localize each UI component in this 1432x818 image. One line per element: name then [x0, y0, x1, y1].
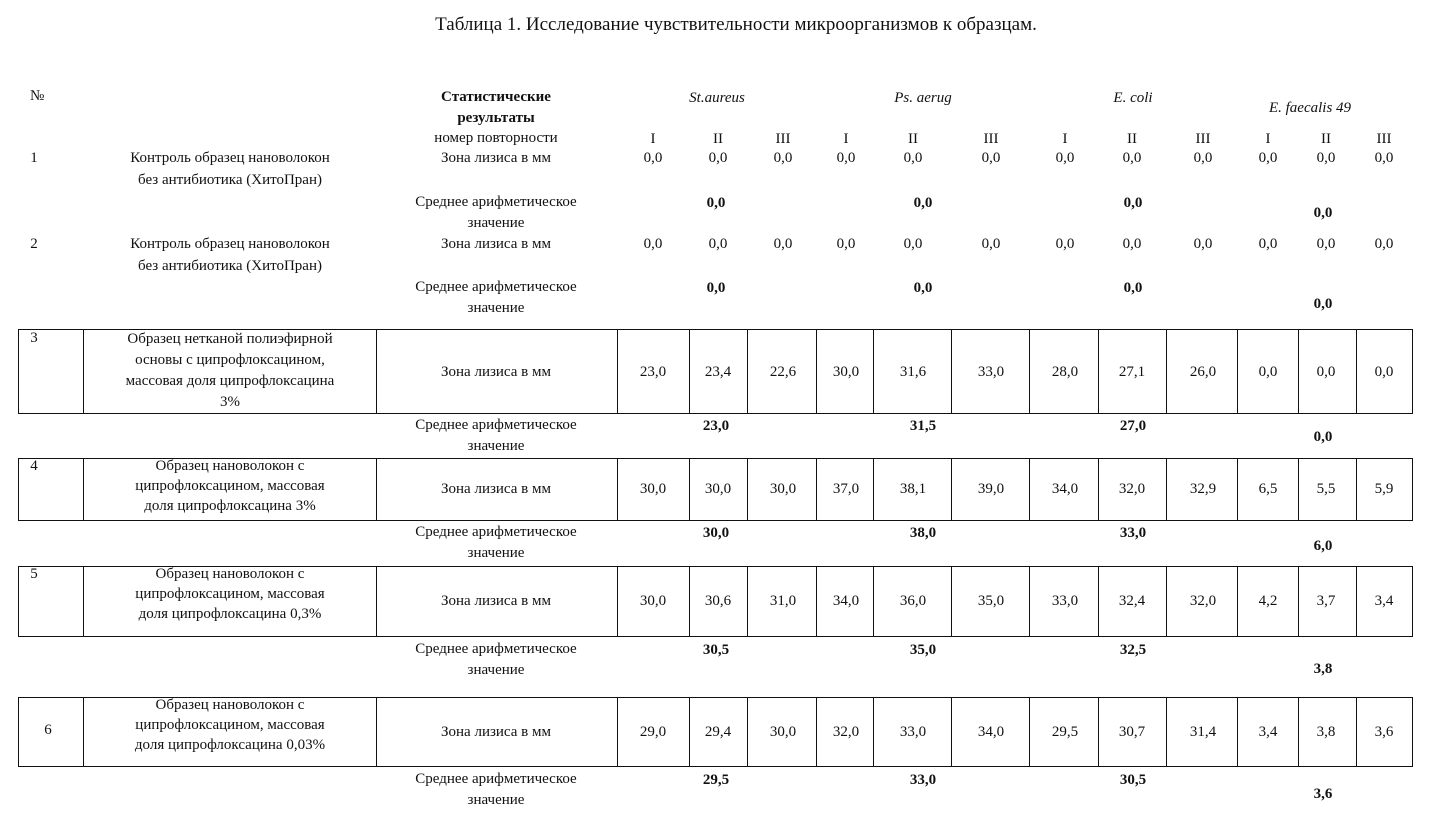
zone-value: 3,8: [1317, 724, 1336, 741]
zone-value: 0,0: [1123, 236, 1142, 253]
cell-divider: [1237, 566, 1238, 637]
cell-divider: [951, 566, 952, 637]
header-stat-line1: Статистические: [441, 89, 551, 106]
sample-name-line: ципрофлоксацином, массовая: [135, 478, 324, 495]
cell-divider: [747, 697, 748, 767]
zone-value: 0,0: [774, 236, 793, 253]
cell-divider: [1166, 697, 1167, 767]
zone-value: 32,0: [1190, 593, 1216, 610]
cell-divider: [816, 566, 817, 637]
zone-value: 29,4: [705, 724, 731, 741]
mean-value: 30,5: [703, 642, 729, 659]
header-replicate: номер повторности: [434, 130, 557, 147]
cell-divider: [376, 697, 377, 767]
zone-label: Зона лизиса в мм: [441, 593, 551, 610]
table-title: Таблица 1. Исследование чувствительности микроорганизмов к образцам.: [435, 16, 1037, 33]
zone-value: 27,1: [1119, 364, 1145, 381]
zone-value: 3,4: [1259, 724, 1278, 741]
zone-value: 0,0: [982, 236, 1001, 253]
row-number: 3: [30, 330, 38, 347]
zone-value: 0,0: [1317, 150, 1336, 167]
cell-divider: [1356, 697, 1357, 767]
zone-value: 31,4: [1190, 724, 1216, 741]
zone-value: 0,0: [1375, 150, 1394, 167]
zone-value: 30,0: [770, 481, 796, 498]
zone-value: 32,0: [833, 724, 859, 741]
zone-value: 39,0: [978, 481, 1004, 498]
mean-value: 3,6: [1314, 786, 1333, 803]
organism-header: E. faecalis 49: [1269, 100, 1351, 117]
zone-value: 32,4: [1119, 593, 1145, 610]
cell-divider: [689, 697, 690, 767]
cell-divider: [617, 697, 618, 767]
zone-value: 0,0: [1375, 236, 1394, 253]
cell-divider: [1298, 697, 1299, 767]
cell-divider: [689, 329, 690, 414]
cell-divider: [816, 329, 817, 414]
sample-name-line: Контроль образец нановолокон: [130, 150, 330, 167]
mean-label-line2: значение: [468, 215, 525, 232]
zone-value: 0,0: [1259, 364, 1278, 381]
zone-value: 0,0: [1259, 150, 1278, 167]
cell-divider: [1098, 329, 1099, 414]
mean-value: 0,0: [707, 280, 726, 297]
zone-value: 0,0: [709, 236, 728, 253]
cell-divider: [747, 329, 748, 414]
mean-label-line2: значение: [468, 300, 525, 317]
zone-value: 30,0: [833, 364, 859, 381]
mean-label-line1: Среднее арифметическое: [415, 524, 576, 541]
cell-divider: [1166, 458, 1167, 521]
mean-value: 0,0: [1314, 205, 1333, 222]
zone-value: 36,0: [900, 593, 926, 610]
mean-value: 23,0: [703, 418, 729, 435]
mean-value: 32,5: [1120, 642, 1146, 659]
zone-value: 34,0: [1052, 481, 1078, 498]
sample-name-line: Образец нановолокон с: [156, 566, 305, 583]
mean-value: 0,0: [1124, 195, 1143, 212]
mean-label-line2: значение: [468, 792, 525, 809]
replicate-header: I: [651, 131, 656, 148]
cell-divider: [376, 329, 377, 414]
sample-name-line: доля ципрофлоксацина 0,03%: [135, 737, 325, 754]
sample-name-line: Образец нановолокон с: [156, 697, 305, 714]
zone-value: 30,0: [640, 481, 666, 498]
mean-label-line1: Среднее арифметическое: [415, 641, 576, 658]
mean-value: 33,0: [1120, 525, 1146, 542]
zone-value: 0,0: [1123, 150, 1142, 167]
zone-value: 34,0: [833, 593, 859, 610]
zone-value: 30,0: [705, 481, 731, 498]
replicate-header: III: [1377, 131, 1392, 148]
replicate-header: II: [908, 131, 918, 148]
zone-value: 0,0: [1194, 236, 1213, 253]
zone-value: 0,0: [1317, 236, 1336, 253]
zone-label: Зона лизиса в мм: [441, 236, 551, 253]
row-number: 6: [44, 722, 52, 739]
zone-value: 29,0: [640, 724, 666, 741]
cell-divider: [951, 697, 952, 767]
cell-divider: [1098, 566, 1099, 637]
sample-name-line: ципрофлоксацином, массовая: [135, 717, 324, 734]
zone-value: 0,0: [1194, 150, 1213, 167]
cell-divider: [617, 458, 618, 521]
zone-value: 3,7: [1317, 593, 1336, 610]
zone-value: 0,0: [1375, 364, 1394, 381]
cell-divider: [873, 458, 874, 521]
cell-divider: [1298, 329, 1299, 414]
sample-name-line: массовая доля ципрофлоксацина: [126, 373, 335, 390]
zone-value: 33,0: [978, 364, 1004, 381]
mean-value: 35,0: [910, 642, 936, 659]
organism-header: E. coli: [1113, 90, 1152, 107]
zone-value: 0,0: [1259, 236, 1278, 253]
mean-value: 27,0: [1120, 418, 1146, 435]
sample-name-line: Контроль образец нановолокон: [130, 236, 330, 253]
sample-name-line: доля ципрофлоксацина 3%: [144, 498, 315, 515]
cell-divider: [83, 458, 84, 521]
organism-header: St.aureus: [689, 90, 745, 107]
cell-divider: [1029, 566, 1030, 637]
zone-value: 38,1: [900, 481, 926, 498]
zone-value: 33,0: [900, 724, 926, 741]
sample-name-line: без антибиотика (ХитоПран): [138, 258, 322, 275]
replicate-header: II: [1127, 131, 1137, 148]
cell-divider: [1166, 566, 1167, 637]
sample-name-line: 3%: [220, 394, 240, 411]
zone-value: 0,0: [837, 150, 856, 167]
zone-value: 0,0: [837, 236, 856, 253]
cell-divider: [689, 458, 690, 521]
cell-divider: [1098, 458, 1099, 521]
sample-name-line: Образец нановолокон с: [156, 458, 305, 475]
mean-label-line1: Среднее арифметическое: [415, 279, 576, 296]
zone-value: 30,7: [1119, 724, 1145, 741]
cell-divider: [873, 566, 874, 637]
replicate-header: III: [1196, 131, 1211, 148]
cell-divider: [1029, 458, 1030, 521]
organism-header: Ps. aerug: [894, 90, 952, 107]
cell-divider: [1166, 329, 1167, 414]
mean-label-line1: Среднее арифметическое: [415, 771, 576, 788]
mean-value: 38,0: [910, 525, 936, 542]
cell-divider: [83, 697, 84, 767]
cell-divider: [1298, 458, 1299, 521]
zone-value: 0,0: [904, 150, 923, 167]
zone-value: 0,0: [1056, 150, 1075, 167]
mean-label-line2: значение: [468, 438, 525, 455]
cell-divider: [1098, 697, 1099, 767]
row-number: 4: [30, 458, 38, 475]
mean-value: 30,0: [703, 525, 729, 542]
zone-value: 30,6: [705, 593, 731, 610]
replicate-header: III: [984, 131, 999, 148]
mean-value: 6,0: [1314, 538, 1333, 555]
zone-value: 30,0: [640, 593, 666, 610]
cell-divider: [1237, 697, 1238, 767]
replicate-header: I: [1063, 131, 1068, 148]
mean-value: 0,0: [707, 195, 726, 212]
sample-name-line: основы с ципрофлоксацином,: [135, 352, 325, 369]
mean-label-line1: Среднее арифметическое: [415, 194, 576, 211]
cell-divider: [816, 458, 817, 521]
mean-value: 29,5: [703, 772, 729, 789]
zone-value: 0,0: [644, 150, 663, 167]
zone-value: 23,4: [705, 364, 731, 381]
zone-value: 0,0: [644, 236, 663, 253]
cell-divider: [951, 458, 952, 521]
mean-label-line1: Среднее арифметическое: [415, 417, 576, 434]
cell-divider: [689, 566, 690, 637]
zone-label: Зона лизиса в мм: [441, 364, 551, 381]
header-stat-line2: результаты: [457, 110, 534, 127]
zone-value: 3,4: [1375, 593, 1394, 610]
row-number: 1: [30, 150, 38, 167]
zone-value: 0,0: [774, 150, 793, 167]
zone-value: 32,9: [1190, 481, 1216, 498]
mean-value: 0,0: [1124, 280, 1143, 297]
cell-divider: [747, 458, 748, 521]
cell-divider: [1356, 458, 1357, 521]
cell-divider: [1356, 566, 1357, 637]
row-number: 2: [30, 236, 38, 253]
zone-value: 29,5: [1052, 724, 1078, 741]
replicate-header: II: [1321, 131, 1331, 148]
cell-divider: [83, 329, 84, 414]
mean-value: 0,0: [1314, 296, 1333, 313]
replicate-header: I: [1266, 131, 1271, 148]
sample-name-line: Образец нетканой полиэфирной: [127, 331, 332, 348]
zone-value: 3,6: [1375, 724, 1394, 741]
sample-name-line: ципрофлоксацином, массовая: [135, 586, 324, 603]
cell-divider: [1356, 329, 1357, 414]
header-num: №: [30, 88, 44, 105]
mean-label-line2: значение: [468, 545, 525, 562]
mean-value: 30,5: [1120, 772, 1146, 789]
zone-value: 33,0: [1052, 593, 1078, 610]
mean-value: 3,8: [1314, 661, 1333, 678]
zone-label: Зона лизиса в мм: [441, 481, 551, 498]
zone-label: Зона лизиса в мм: [441, 150, 551, 167]
replicate-header: I: [844, 131, 849, 148]
mean-value: 31,5: [910, 418, 936, 435]
page: [0, 0, 1432, 818]
cell-divider: [1029, 697, 1030, 767]
cell-divider: [951, 329, 952, 414]
cell-divider: [873, 697, 874, 767]
zone-value: 35,0: [978, 593, 1004, 610]
sample-name-line: без антибиотика (ХитоПран): [138, 172, 322, 189]
mean-value: 0,0: [914, 280, 933, 297]
cell-divider: [376, 566, 377, 637]
cell-divider: [376, 458, 377, 521]
cell-divider: [1029, 329, 1030, 414]
mean-value: 0,0: [1314, 429, 1333, 446]
zone-value: 28,0: [1052, 364, 1078, 381]
zone-label: Зона лизиса в мм: [441, 724, 551, 741]
zone-value: 0,0: [709, 150, 728, 167]
mean-label-line2: значение: [468, 662, 525, 679]
cell-divider: [873, 329, 874, 414]
cell-divider: [747, 566, 748, 637]
zone-value: 0,0: [982, 150, 1001, 167]
cell-divider: [617, 566, 618, 637]
cell-divider: [816, 697, 817, 767]
replicate-header: II: [713, 131, 723, 148]
mean-value: 0,0: [914, 195, 933, 212]
zone-value: 23,0: [640, 364, 666, 381]
cell-divider: [83, 566, 84, 637]
cell-divider: [1298, 566, 1299, 637]
zone-value: 37,0: [833, 481, 859, 498]
zone-value: 31,6: [900, 364, 926, 381]
zone-value: 0,0: [1056, 236, 1075, 253]
zone-value: 31,0: [770, 593, 796, 610]
zone-value: 32,0: [1119, 481, 1145, 498]
zone-value: 0,0: [1317, 364, 1336, 381]
zone-value: 4,2: [1259, 593, 1278, 610]
zone-value: 30,0: [770, 724, 796, 741]
zone-value: 0,0: [904, 236, 923, 253]
row-number: 5: [30, 566, 38, 583]
cell-divider: [617, 329, 618, 414]
zone-value: 6,5: [1259, 481, 1278, 498]
cell-divider: [1237, 458, 1238, 521]
mean-value: 33,0: [910, 772, 936, 789]
replicate-header: III: [776, 131, 791, 148]
zone-value: 34,0: [978, 724, 1004, 741]
sample-name-line: доля ципрофлоксацина 0,3%: [139, 606, 322, 623]
zone-value: 5,5: [1317, 481, 1336, 498]
cell-divider: [1237, 329, 1238, 414]
zone-value: 5,9: [1375, 481, 1394, 498]
zone-value: 26,0: [1190, 364, 1216, 381]
zone-value: 22,6: [770, 364, 796, 381]
